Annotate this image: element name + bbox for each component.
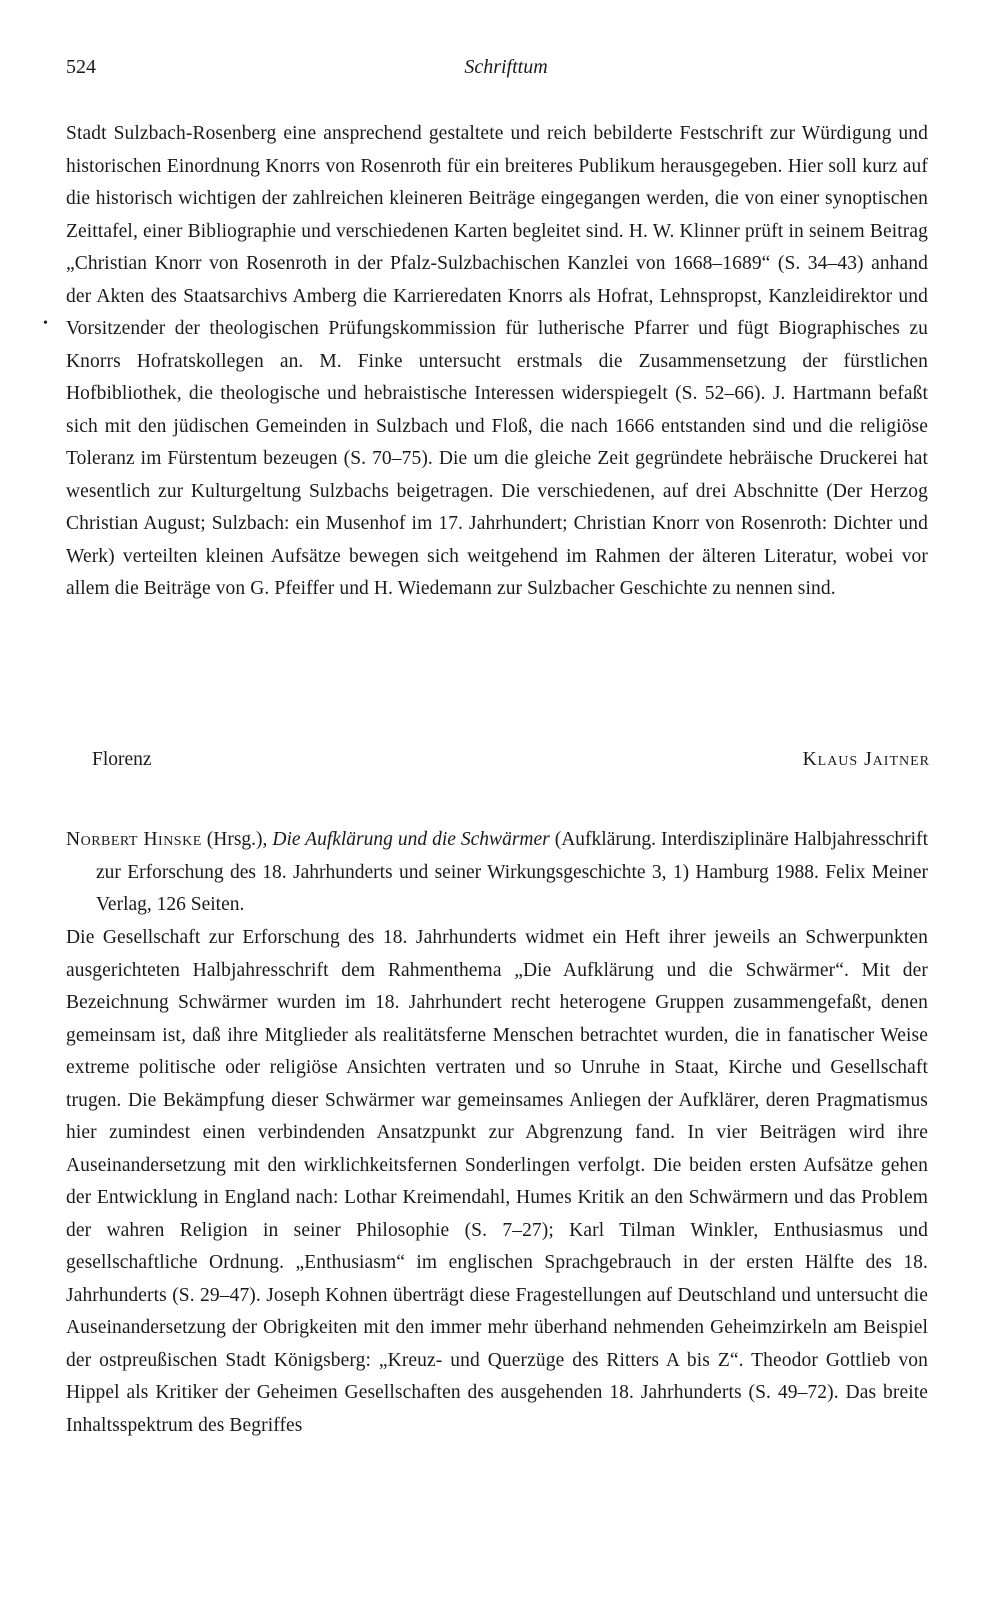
review-continuation-paragraph: Stadt Sulzbach-Rosenberg eine ansprechend gestaltete und reich bebilderte Festschrift zur Würdigung und historischen Einordnung Knorrs von Rosenroth für ein breiteres Publikum herausgegeben. Hier soll kurz auf die historisch wichtigen der zahlreichen kleineren Beiträge eingegangen werden, die von einer synoptischen Zeittafel, einer Bibliographie und verschiedenen Karten begleitet sind. H. W. Klinner prüft in seinem Beitrag „Christian Knorr von Rosenroth in der Pfalz-Sulzbachischen Kanzlei von 1668–1689“ (S. 34–43) anhand der Akten des Staatsarchivs Amberg die Karrieredaten Knorrs als Hofrat, Lehnspropst, Kanzleidirektor und Vorsitzender der theologischen Prüfungskommission für lutherische Pfarrer und fügt Biographisches zu Knorrs Hofratskollegen an. M. Finke untersucht erstmals die Zusammensetzung der fürstlichen Hofbibliothek, die theologische und hebraistische Interessen widerspiegelt (S. 52–66). J. Hartmann befaßt sich mit den jüdischen Gemeinden in Sulzbach und Floß, die nach 1666 entstanden sind und die religiöse Toleranz im Fürstentum bezeugen (S. 70–75). Die um die gleiche Zeit gegründete hebräische Druckerei hat wesentlich zur Kulturgeltung Sulzbachs beigetragen. Die verschiedenen, auf drei Abschnitte (Der Herzog Christian August; Sulzbach: ein Musenhof im 17. Jahrhundert; Christian Knorr von Rosenroth: Dichter und Werk) verteilten kleinen Aufsätze bewegen sich weitgehend im Rahmen der älteren Literatur, wobei vor allem die Beiträge von G. Pfeiffer und H. Wiedemann zur Sulzbacher Geschichte zu nennen sind.: [66, 123, 928, 599]
book-editor: Norbert Hinske: [66, 829, 202, 850]
book-editor-role: (Hrsg.),: [201, 829, 273, 850]
signature-author: Klaus Jaitner: [802, 749, 930, 770]
review-paragraph: Die Gesellschaft zur Erforschung des 18. Jahrhunderts widmet ein Heft ihrer jeweils an Schwerpunkten ausgerichteten Halbjahresschrift dem Rahmenthema „Die Aufklärung und die Schwärmer“. Mit der Bezeichnung Schwärmer wurden im 18. Jahrhundert recht heterogene Gruppen zusammengefaßt, denen gemeinsam ist, daß ihre Mitglieder als realitätsferne Menschen betrachtet wurden, die in fanatischer Weise extreme politische oder religiöse Ansichten vertraten und so Unruhe in Staat, Kirche und Gesellschaft trugen. Die Bekämpfung dieser Schwärmer war gemeinsames Anliegen der Aufklärer, deren Pragmatismus hier zumindest einen verbindenden Ansatzpunkt zur Abgrenzung fand. In vier Beiträgen wird ihre Auseinandersetzung mit den wirklichkeitsfernen Sonderlingen verfolgt. Die beiden ersten Aufsätze gehen der Entwicklung in England nach: Lothar Kreimendahl, Humes Kritik an den Schwärmern und das Problem der wahren Religion in seiner Philosophie (S. 7–27); Karl Tilman Winkler, Enthusiasmus und gesellschaftliche Ordnung. „Enthusiasm“ im englischen Sprachgebrauch in der ersten Hälfte des 18. Jahrhunderts (S. 29–47). Joseph Kohnen überträgt diese Fragestellungen auf Deutschland und untersucht die Auseinandersetzung der Obrigkeiten mit den immer mehr überhand nehmenden Geheimzirkeln am Beispiel der ostpreußischen Stadt Königsberg: „Kreuz- und Querzüge des Ritters A bis Z“. Theodor Gottlieb von Hippel als Kritiker der Geheimen Gesellschaften des ausgehenden 18. Jahrhunderts (S. 49–72). Das breite Inhaltsspektrum des Begriffes: [66, 927, 928, 1436]
margin-mark: •: [43, 316, 48, 331]
signature-place: Florenz: [92, 749, 152, 770]
page-header: [66, 56, 946, 86]
book-details: (Aufklärung. Interdisziplinäre Halbjahresschrift zur Erforschung des 18. Jahrhunderts und seiner Wirkungsgeschichte 3, 1) Hamburg 1988. Felix Meiner Verlag, 126 Seiten.: [96, 829, 928, 915]
book-title: Die Aufklärung und die Schwärmer: [272, 829, 550, 850]
running-title: Schrifttum: [464, 56, 548, 78]
page-number: 524: [66, 56, 96, 78]
bibliographic-entry: [66, 824, 928, 922]
